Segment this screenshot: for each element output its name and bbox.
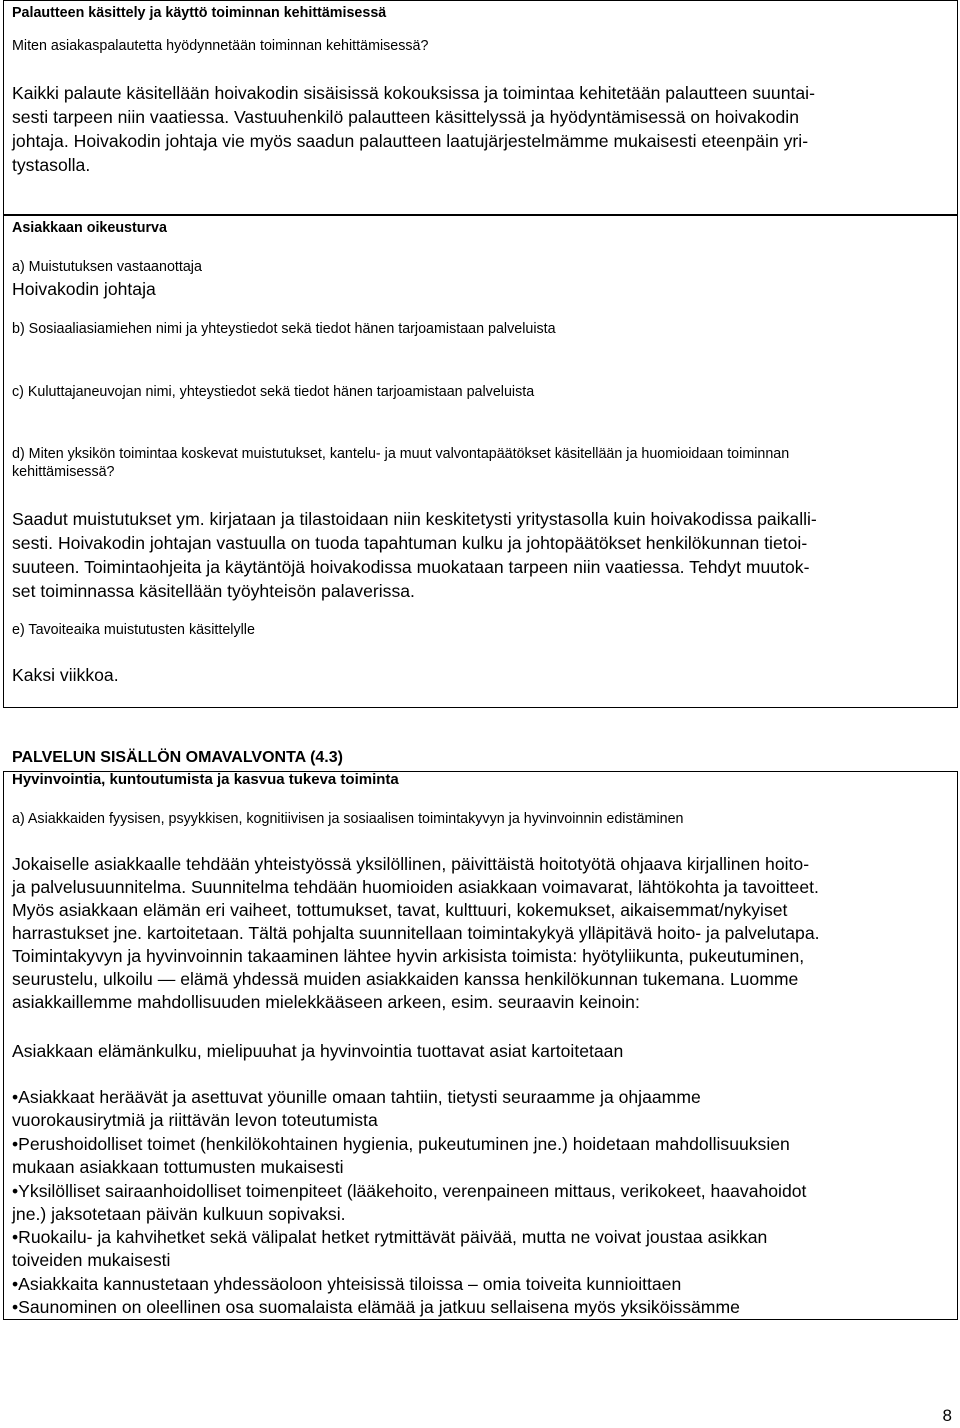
wellbeing-line-5: Toimintakyvyn ja hyvinvoinnin takaaminen lähtee hyvin arkisista toimista: hyötyliikunta, pukeutuminen,: [12, 946, 805, 966]
wellbeing-line-7: asiakkaillemme mahdollisuuden mielekkääseen arkeen, esim. seuraavin keinoin:: [12, 992, 640, 1012]
bullet-line-3: •Perushoidolliset toimet (henkilökohtainen hygienia, pukeutuminen jne.) hoidetaan mahdollisuuksien: [12, 1134, 790, 1154]
target-time-label: e) Tavoiteaika muistutusten käsittelylle: [12, 622, 255, 638]
functional-capacity-label: a) Asiakkaiden fyysisen, psyykkisen, kognitiivisen ja sosiaalisen toimintakyvyn ja hyvinvoinnin edistäminen: [12, 811, 684, 827]
complaints-handling-line-4: set toiminnassa käsitellään työyhteisön palaverissa.: [12, 581, 415, 601]
bullet-line-6: jne.) jaksotetaan päivän kulkuun sopivaksi.: [12, 1204, 346, 1224]
content-self-monitoring-heading: PALVELUN SISÄLLÖN OMAVALVONTA (4.3): [12, 749, 343, 766]
complaint-receiver-value: Hoivakodin johtaja: [12, 279, 156, 299]
bullet-line-2: vuorokausirytmiä ja riittävän levon toteutumista: [12, 1110, 378, 1130]
wellbeing-line-3: Myös asiakkaan elämän eri vaiheet, tottumukset, tavat, kulttuuri, kokemukset, aikaisemmat/nykyiset: [12, 900, 788, 920]
target-time-value: Kaksi viikkoa.: [12, 665, 119, 685]
complaints-handling-line-2: sesti. Hoivakodin johtajan vastuulla on tuoda tapahtuman kulku ja johtopäätökset henkilökunnan tietoi-: [12, 533, 808, 553]
bullet-line-4: mukaan asiakkaan tottumusten mukaisesti: [12, 1157, 344, 1177]
complaints-handling-label-2: kehittämisessä?: [12, 464, 115, 480]
legal-protection-title: Asiakkaan oikeusturva: [12, 220, 167, 236]
social-ombudsman-label: b) Sosiaaliasiamiehen nimi ja yhteystiedot sekä tiedot hänen tarjoamistaan palveluista: [12, 321, 556, 337]
consumer-advisor-label: c) Kuluttajaneuvojan nimi, yhteystiedot sekä tiedot hänen tarjoamistaan palveluista: [12, 384, 535, 400]
feedback-line-3: johtaja. Hoivakodin johtaja vie myös saadun palautteen laatujärjestelmämme mukaisesti eteenpäin yri-: [12, 131, 809, 151]
complaints-handling-line-1: Saadut muistutukset ym. kirjataan ja tilastoidaan niin keskitetysti yritystasolla kuin hoivakodissa paikalli-: [12, 509, 817, 529]
complaints-handling-label-1: d) Miten yksikön toimintaa koskevat muistutukset, kantelu- ja muut valvontapäätökset käsitellään ja huomioidaan toiminnan: [12, 446, 790, 462]
wellbeing-line-4: harrastukset jne. kartoitetaan. Tältä pohjalta suunnitellaan toimintakykyä ylläpitävä hoito- ja palvelutapa.: [12, 923, 820, 943]
bullet-line-7: •Ruokailu- ja kahvihetket sekä välipalat hetket rytmittävät päivää, mutta ne voivat joustaa asikkan: [12, 1227, 768, 1247]
wellbeing-line-1: Jokaiselle asiakkaalle tehdään yhteistyössä yksilöllinen, päivittäistä hoitotyötä ohjaava kirjallinen hoito-: [12, 854, 810, 874]
wellbeing-line-2: ja palvelusuunnitelma. Suunnitelma tehdään huomioiden asiakkaan voimavarat, lähtökohta ja tavoitteet.: [12, 877, 819, 897]
complaint-receiver-label: a) Muistutuksen vastaanottaja: [12, 259, 202, 275]
feedback-line-1: Kaikki palaute käsitellään hoivakodin sisäisissä kokouksissa ja toimintaa kehitetään palautteen suuntai-: [12, 83, 815, 103]
life-course-line: Asiakkaan elämänkulku, mielipuuhat ja hyvinvointia tuottavat asiat kartoitetaan: [12, 1041, 624, 1061]
page-number: 8: [942, 1406, 952, 1425]
bullet-line-9: •Asiakkaita kannustetaan yhdessäoloon yhteisissä tiloissa – omia toiveita kunnioittaen: [12, 1274, 682, 1294]
complaints-handling-line-3: suuteen. Toimintaohjeita ja käytäntöjä hoivakodissa muokataan tarpeen niin vaatiessa. Tehdyt muutok-: [12, 557, 810, 577]
feedback-line-2: sesti tarpeen niin vaatiessa. Vastuuhenkilö palautteen käsittelyssä ja hyödyntämisessä on hoivakodin: [12, 107, 799, 127]
feedback-line-4: tystasolla.: [12, 155, 91, 175]
feedback-question: Miten asiakaspalautetta hyödynnetään toiminnan kehittämisessä?: [12, 38, 429, 54]
bullet-line-1: •Asiakkaat heräävät ja asettuvat yöunille omaan tahtiin, tietysti seuraamme ja ohjaamme: [12, 1087, 701, 1107]
wellbeing-subheading: Hyvinvointia, kuntoutumista ja kasvua tukeva toiminta: [12, 771, 399, 788]
bullet-line-10: •Saunominen on oleellinen osa suomalaista elämää ja jatkuu sellaisena myös yksiköissämme: [12, 1297, 740, 1317]
feedback-section-title: Palautteen käsittely ja käyttö toiminnan kehittämisessä: [12, 5, 387, 21]
bullet-line-5: •Yksilölliset sairaanhoidolliset toimenpiteet (lääkehoito, verenpaineen mittaus, verikokeet, haavahoidot: [12, 1181, 807, 1201]
bullet-line-8: toiveiden mukaisesti: [12, 1250, 171, 1270]
wellbeing-line-6: seurustelu, ulkoilu — elämä yhdessä muiden asiakkaiden kanssa henkilökunnan tukemana. Luomme: [12, 969, 799, 989]
